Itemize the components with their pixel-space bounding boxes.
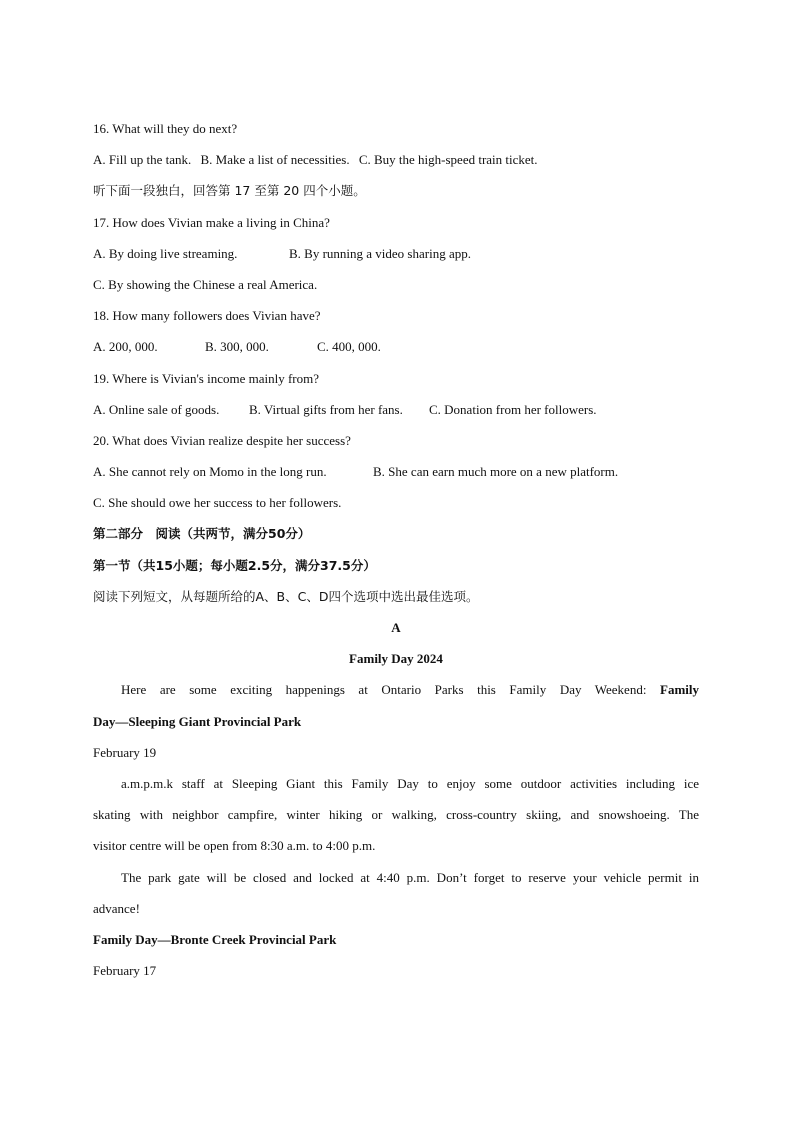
park2-heading: Family Day—Bronte Creek Provincial Park <box>93 931 337 947</box>
q18-option-a: A. 200, 000. <box>93 339 158 355</box>
q17-options-row1 <box>93 243 699 274</box>
q19-option-c: C. Donation from her followers. <box>429 401 597 417</box>
park1-para1-line3: visitor centre will be open from 8:30 a.m. to 4:00 p.m. <box>93 838 376 854</box>
q16-options <box>93 149 699 180</box>
q17-stem: 17. How does Vivian make a living in China? <box>93 214 330 230</box>
passage-title: Family Day 2024 <box>349 651 443 667</box>
document-page <box>93 118 699 991</box>
section-one-title: 第一节（共15小题；每小题2.5分，满分37.5分） <box>93 557 376 573</box>
q16-option-a: A. Fill up the tank. <box>93 152 192 168</box>
park1-heading-start: Family <box>660 682 700 698</box>
q19-option-a: A. Online sale of goods. <box>93 401 220 417</box>
park1-date: February 19 <box>93 744 157 760</box>
passage-intro <box>93 679 699 710</box>
q19-stem: 19. Where is Vivian's income mainly from? <box>93 370 320 386</box>
q18-stem: 18. How many followers does Vivian have? <box>93 308 321 324</box>
park1-heading-rest: Day—Sleeping Giant Provincial Park <box>93 713 302 729</box>
q20-option-a: A. She cannot rely on Momo in the long run. <box>93 464 327 480</box>
q17-option-c: C. By showing the Chinese a real America. <box>93 276 318 292</box>
passage-letter: A <box>391 620 401 635</box>
q16-option-c: C. Buy the high-speed train ticket. <box>358 152 538 168</box>
park2-date: February 17 <box>93 963 157 979</box>
passage-intro-text: Here are some exciting happenings at Ontario Parks this Family Day Weekend: <box>121 682 647 698</box>
q17-option-b: B. By running a video sharing app. <box>289 245 471 261</box>
q16-option-b: B. Make a list of necessities. <box>200 152 350 168</box>
q20-options-row1 <box>93 461 699 492</box>
q16-stem: 16. What will they do next? <box>93 121 238 136</box>
park1-para2-line2: advance! <box>93 900 140 916</box>
q19-option-b: B. Virtual gifts from her fans. <box>249 401 403 417</box>
reading-instruction: 阅读下列短文，从每题所给的A、B、C、D四个选项中选出最佳选项。 <box>93 588 479 604</box>
q20-option-b: B. She can earn much more on a new platform. <box>373 464 619 480</box>
q20-option-c: C. She should owe her success to her followers. <box>93 495 342 511</box>
listening-instruction: 听下面一段独白，回答第 17 至第 20 四个小题。 <box>93 183 366 199</box>
q18-option-c: C. 400, 000. <box>317 339 381 355</box>
park1-para1-line1: a.m.p.m.k staff at Sleeping Giant this Family Day to enjoy some outdoor activities including ice <box>121 775 699 791</box>
q18-option-b: B. 300, 000. <box>205 339 269 355</box>
park1-para2-line1: The park gate will be closed and locked at 4:40 p.m. Don’t forget to reserve your vehicle permit in <box>121 869 699 885</box>
q18-options <box>93 336 699 367</box>
part-two-title: 第二部分 阅读（共两节，满分50分） <box>93 526 311 542</box>
park1-para1-line2: skating with neighbor campfire, winter hiking or walking, cross-country skiing, and snowshoeing. The <box>93 807 699 823</box>
q20-stem: 20. What does Vivian realize despite her success? <box>93 432 351 448</box>
q19-options <box>93 399 699 430</box>
q17-option-a: A. By doing live streaming. <box>93 245 238 261</box>
